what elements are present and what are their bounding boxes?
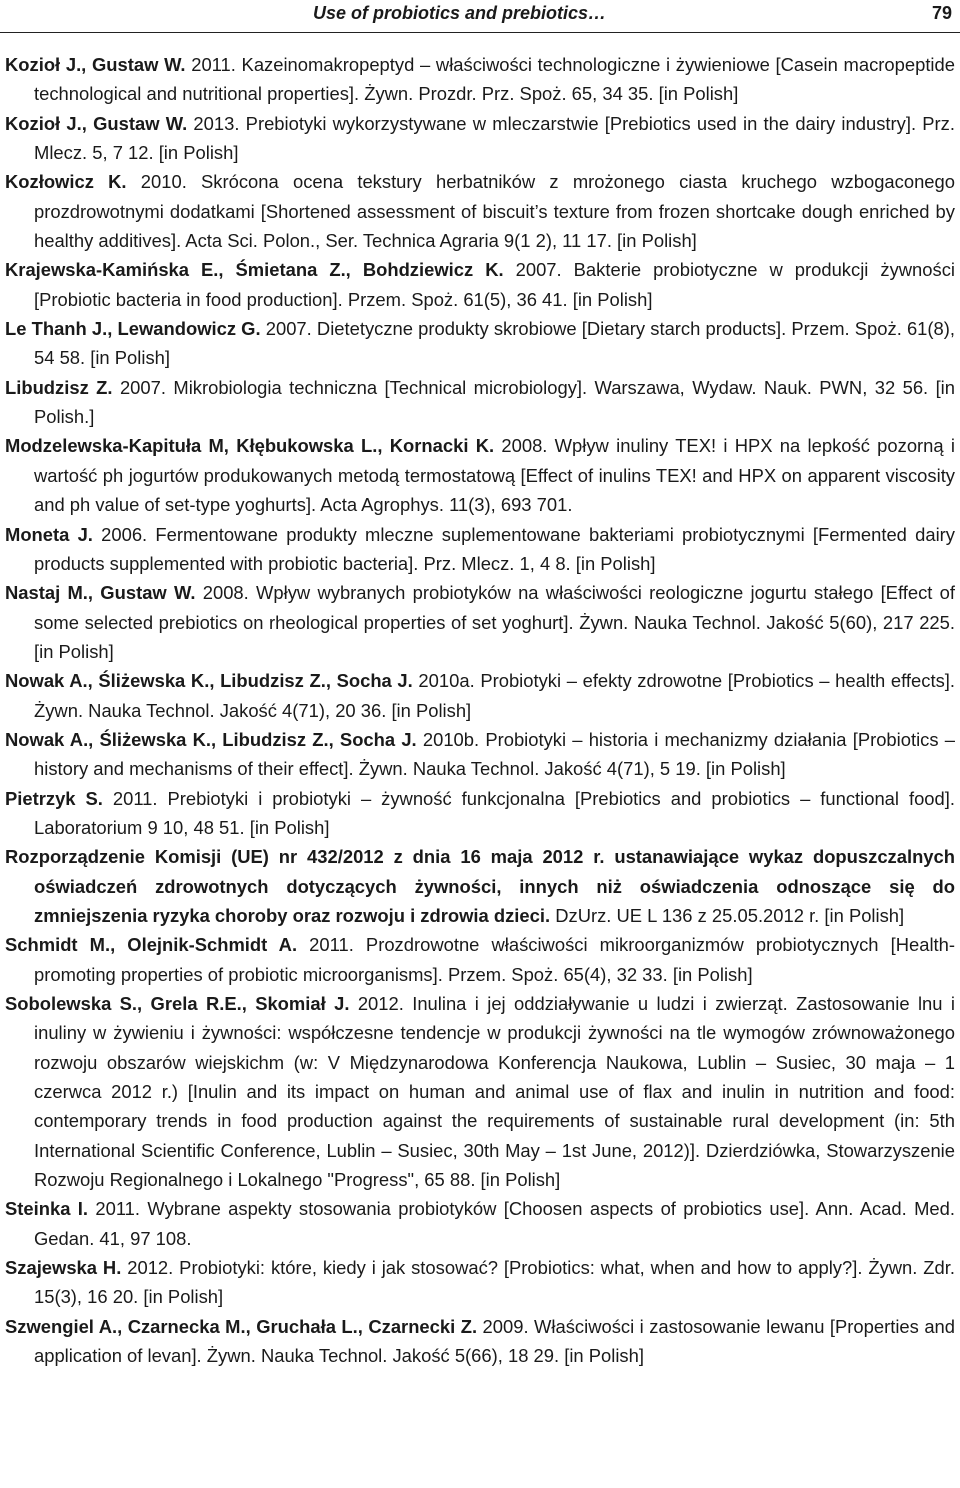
reference-entry — [5, 431, 955, 519]
running-header — [0, 0, 960, 33]
reference-entry — [5, 666, 955, 725]
reference-details: 2010b. Probiotyki – historia i mechanizmy działania [Probiotics – history and mechanisms of their effect]. Żywn. Nauka Technol. Jakość 4(71), 5 19. [in Polish] — [34, 728, 955, 780]
reference-authors: Kozioł J., Gustaw W. — [5, 54, 186, 75]
reference-entry — [5, 930, 955, 989]
reference-authors: Rozporządzenie Komisji (UE) nr 432/2012 z dnia 16 maja 2012 r. ustanawiające wykaz dopuszczalnych oświadczeń zdrowotnych dotyczących żywności, innych niż oświadczenia odnoszące się do zmniejszenia ryzyka choroby oraz rozwoju i zdrowia dzieci. — [5, 846, 955, 926]
reference-details: 2009. Właściwości i zastosowanie lewanu [Properties and application of levan]. Żywn. Nauka Technol. Jakość 5(66), 18 29. [in Polish] — [34, 1315, 955, 1367]
reference-details: 2008. Wpływ wybranych probiotyków na właściwości reologiczne jogurtu stałego [Effect of some selected prebiotics on rheological properties of set yoghurt]. Żywn. Nauka Technol. Jakość 5(60), 217 225. [in Polish] — [34, 582, 955, 662]
reference-entry — [5, 842, 955, 930]
reference-authors: Kozłowicz K. — [5, 171, 127, 193]
reference-details: 2007. Mikrobiologia techniczna [Technical microbiology]. Warszawa, Wydaw. Nauk. PWN, 32 56. [in Polish.] — [34, 376, 955, 428]
reference-authors: Szajewska H. — [5, 1257, 122, 1279]
reference-authors: Modzelewska-Kapituła M, Kłębukowska L., Kornacki K. — [5, 435, 495, 457]
reference-details: 2012. Probiotyki: które, kiedy i jak stosować? [Probiotics: what, when and how to apply?]. Żywn. Zdr. 15(3), 16 20. [in Polish] — [34, 1257, 955, 1308]
reference-authors: Krajewska-Kamińska E., Śmietana Z., Bohdziewicz K. — [5, 259, 504, 281]
reference-entry — [5, 1312, 955, 1371]
reference-entry — [5, 109, 955, 168]
reference-list — [5, 50, 955, 1370]
reference-details: 2010. Skrócona ocena tekstury herbatników z mrożonego ciasta kruchego wzbogaconego prozdrowotnymi dodatkami [Shortened assessment of biscuit’s texture from frozen shortcake dough enriched by healthy additives]. Acta Sci. Polon., Ser. Technica Agraria 9(1 2), 11 17. [in Polish] — [34, 171, 955, 252]
reference-details: 2011. Prebiotyki i probiotyki – żywność funkcjonalna [Prebiotics and probiotics – functional food]. Laboratorium 9 10, 48 51. [in Polish] — [34, 787, 955, 838]
reference-authors: Kozioł J., Gustaw W. — [5, 112, 188, 134]
reference-authors: Schmidt M., Olejnik-Schmidt A. — [5, 934, 298, 956]
reference-authors: Libudzisz Z. — [5, 376, 113, 398]
reference-entry — [5, 50, 955, 109]
reference-details: 2011. Prozdrowotne właściwości mikroorganizmów probiotycznych [Health-promoting properties of probiotic microorganisms]. Przem. Spoż. 65(4), 32 33. [in Polish] — [34, 934, 955, 985]
reference-details: 2010a. Probiotyki – efekty zdrowotne [Probiotics – health effects]. Żywn. Nauka Technol. Jakość 4(71), 20 36. [in Polish] — [34, 670, 955, 721]
reference-entry — [5, 520, 955, 579]
reference-entry — [5, 725, 955, 784]
reference-authors: Nowak A., Śliżewska K., Libudzisz Z., Socha J. — [5, 728, 417, 750]
reference-details: 2012. Inulina i jej oddziaływanie u ludzi i zwierząt. Zastosowanie lnu i inuliny w żywieniu i żywności: współczesne tendencje w produkcji żywności na tle wymogów zrównoważonego rozwoju obszarów wiejskichm (w: V Międzynarodowa Konferencja Naukowa, Lublin – Susiec, 30 maja – 1 czerwca 2012 r.) [Inulin and its impact on human and animal use of flax and inulin in nutrition and food: contemporary trends in food production against the requirements of sustainable rural development (in: 5th International Scientific Conference, Lublin – Susiec, 30th May – 1st June, 2012)]. Dzierdziówka, Stowarzyszenie Rozwoju Regionalnego i Lokalnego "Progress", 65 88. [in Polish] — [34, 993, 955, 1191]
running-title: Use of probiotics and prebiotics… — [313, 3, 607, 23]
reference-details: 2006. Fermentowane produkty mleczne suplementowane bakteriami probiotycznymi [Fermented dairy products supplemented with probiotic bacteria]. Prz. Mlecz. 1, 4 8. [in Polish] — [34, 523, 955, 574]
reference-details: 2007. Bakterie probiotyczne w produkcji żywności [Probiotic bacteria in food production]. Przem. Spoż. 61(5), 36 41. [in Polish] — [34, 259, 955, 310]
reference-entry — [5, 1253, 955, 1312]
reference-entry — [5, 373, 955, 432]
reference-details: DzUrz. UE L 136 z 25.05.2012 r. [in Polish] — [550, 904, 905, 926]
reference-authors: Szwengiel A., Czarnecka M., Gruchała L., Czarnecki Z. — [5, 1315, 478, 1337]
reference-authors: Steinka I. — [5, 1198, 88, 1220]
reference-entry — [5, 989, 955, 1194]
reference-entry — [5, 784, 955, 843]
reference-entry — [5, 578, 955, 666]
reference-authors: Moneta J. — [5, 523, 93, 545]
reference-authors: Nastaj M., Gustaw W. — [5, 582, 196, 604]
reference-authors: Pietrzyk S. — [5, 787, 103, 809]
reference-details: 2008. Wpływ inuliny TEX! i HPX na lepkość pozorną i wartość ph jogurtów produkowanych metodą termostatową [Effect of inulins TEX! and HPX on apparent viscosity and ph value of set-type yoghurts]. Acta Agrophys. 11(3), 693 701. — [34, 435, 955, 516]
reference-authors: Sobolewska S., Grela R.E., Skomiał J. — [5, 993, 350, 1014]
reference-details: 2011. Kazeinomakropeptyd – właściwości technologiczne i żywieniowe [Casein macropeptide technological and nutritional properties]. Żywn. Prozdr. Prz. Spoż. 65, 34 35. [in Polish] — [34, 54, 955, 105]
reference-entry — [5, 1194, 955, 1253]
reference-details: 2007. Dietetyczne produkty skrobiowe [Dietary starch products]. Przem. Spoż. 61(8), 54 58. [in Polish] — [34, 318, 955, 369]
reference-details: 2011. Wybrane aspekty stosowania probiotyków [Choosen aspects of probiotics use]. Ann. Acad. Med. Gedan. 41, 97 108. — [34, 1198, 955, 1249]
reference-authors: Le Thanh J., Lewandowicz G. — [5, 318, 261, 340]
page-number: 79 — [931, 3, 952, 23]
reference-entry — [5, 314, 955, 373]
reference-authors: Nowak A., Śliżewska K., Libudzisz Z., Socha J. — [5, 670, 413, 692]
reference-entry — [5, 167, 955, 255]
reference-entry — [5, 255, 955, 314]
reference-details: 2013. Prebiotyki wykorzystywane w mleczarstwie [Prebiotics used in the dairy industry]. Prz. Mlecz. 5, 7 12. [in Polish] — [34, 112, 955, 164]
